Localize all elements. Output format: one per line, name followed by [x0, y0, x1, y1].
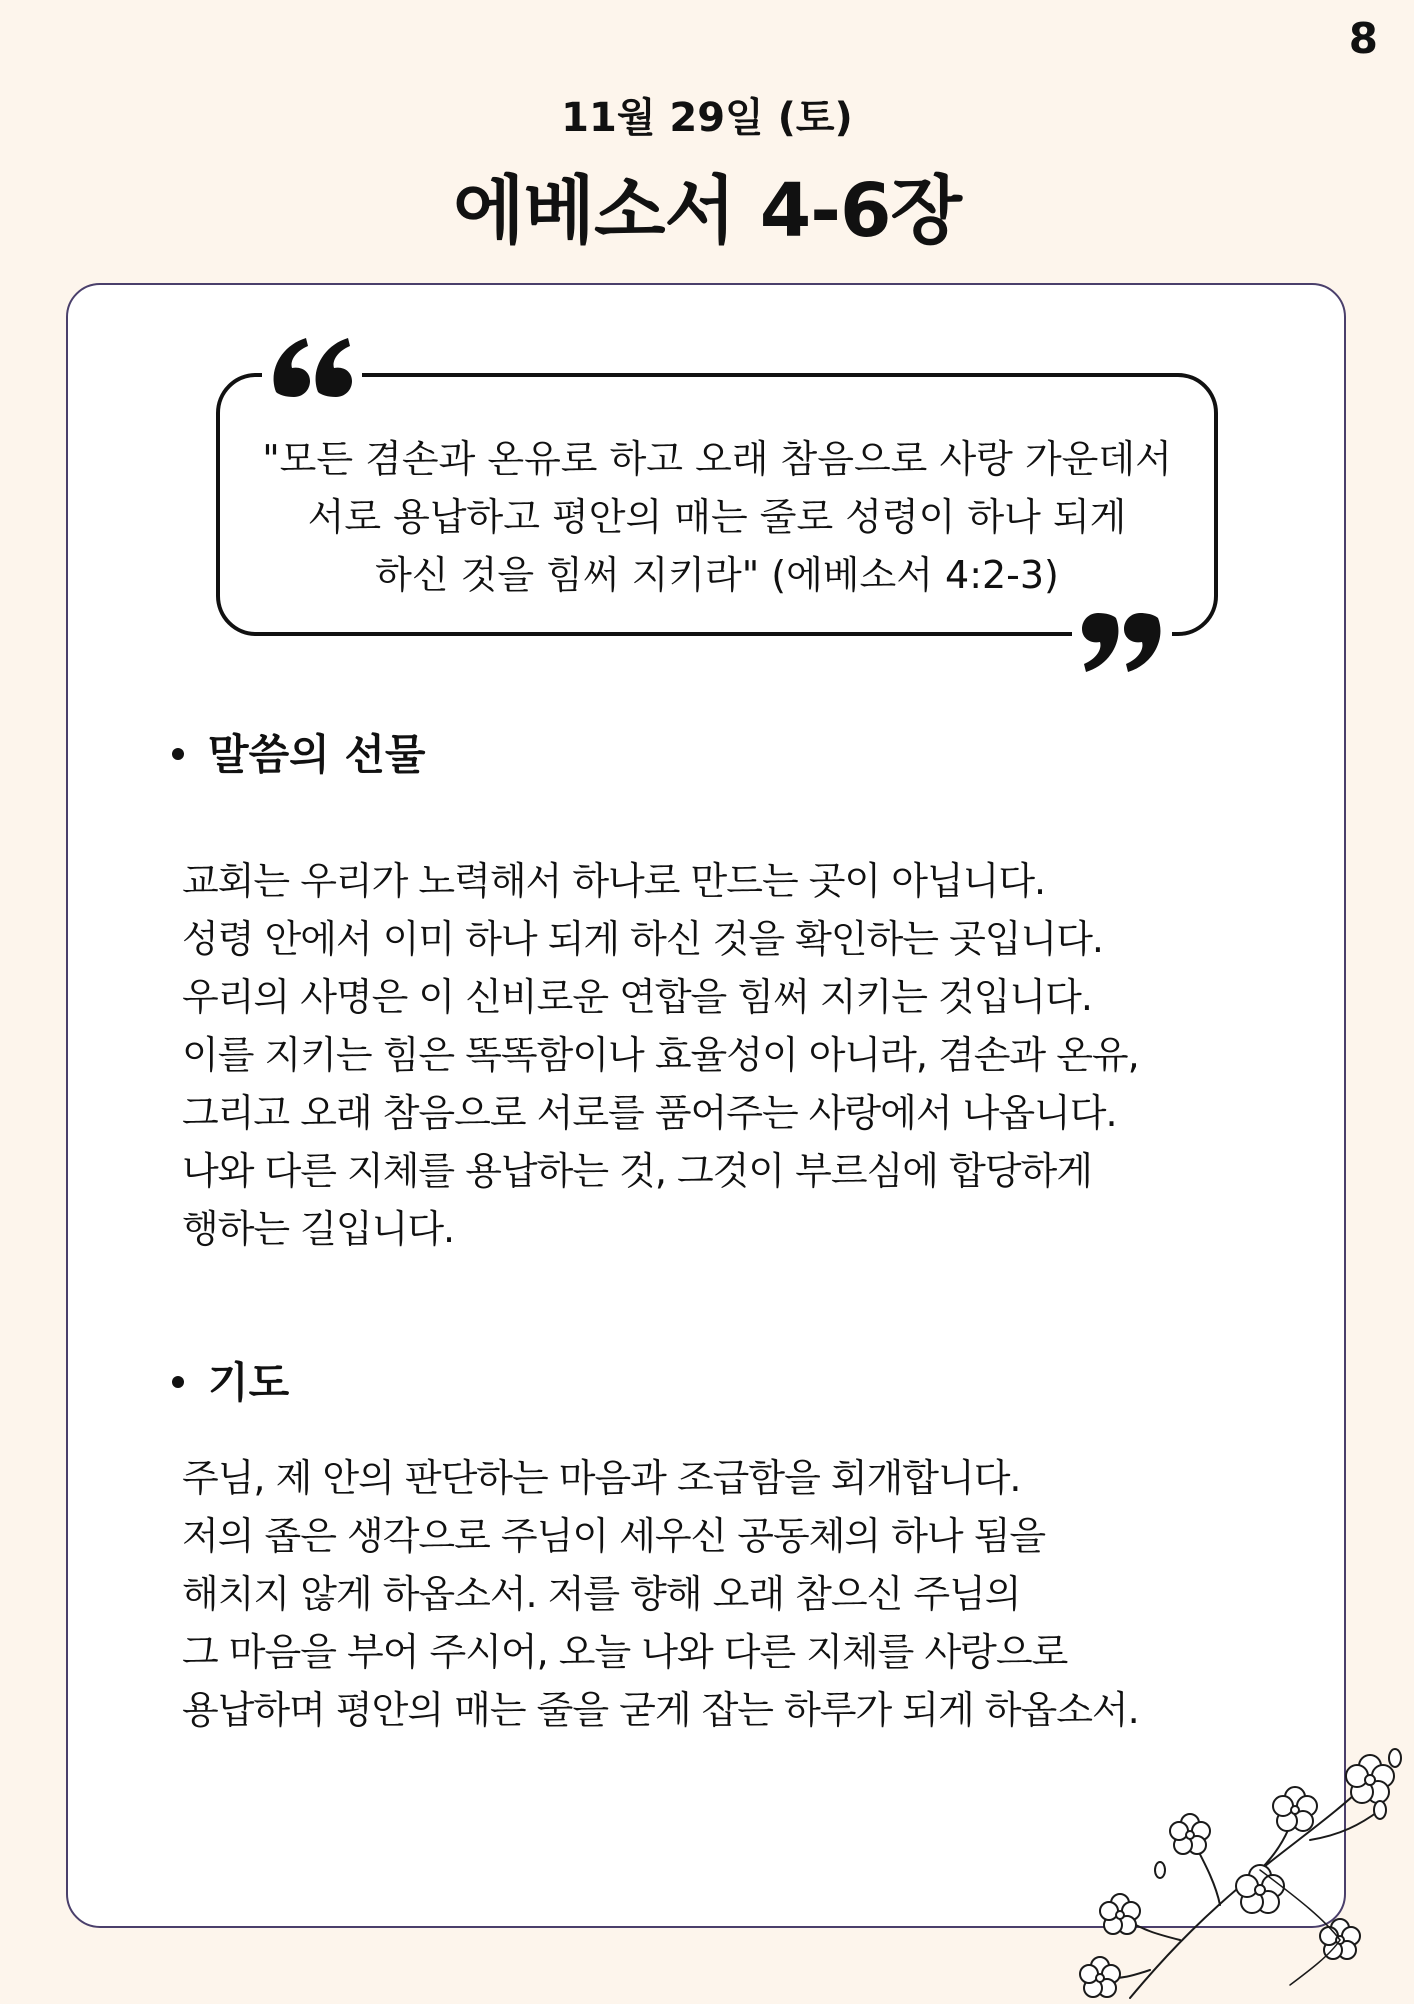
close-quote-icon [1072, 590, 1172, 690]
section-heading-label: 기도 [208, 1358, 290, 1407]
quote-line: 서로 용납하고 평안의 매는 줄로 성령이 하나 되게 [307, 495, 1127, 539]
section-heading-label: 말씀의 선물 [208, 730, 426, 779]
body-line: 주님, 제 안의 판단하는 마음과 조급함을 회개합니다. [182, 1456, 1021, 1500]
body-line: 해치지 않게 하옵소서. 저를 향해 오래 참으신 주님의 [182, 1572, 1021, 1616]
body-line: 우리의 사명은 이 신비로운 연합을 힘써 지키는 것입니다. [182, 975, 1092, 1019]
body-line: 그리고 오래 참음으로 서로를 품어주는 사랑에서 나옵니다. [182, 1091, 1117, 1135]
page-title: 에베소서 4-6장 [453, 168, 961, 254]
section-heading-prayer [172, 1350, 289, 1410]
body-line: 저의 좁은 생각으로 주님이 세우신 공동체의 하나 됨을 [182, 1514, 1046, 1558]
bullet-icon [172, 748, 184, 760]
cherry-blossom-branch-icon [1040, 1740, 1414, 2000]
section-heading-word-gift [172, 722, 425, 782]
body-line: 그 마음을 부어 주시어, 오늘 나와 다른 지체를 사랑으로 [182, 1630, 1068, 1674]
body-line: 교회는 우리가 노력해서 하나로 만드는 곳이 아닙니다. [182, 859, 1046, 903]
prayer-body [182, 1449, 1262, 1739]
bullet-icon [172, 1376, 184, 1388]
quote-line: "모든 겸손과 온유로 하고 오래 참음으로 사랑 가운데서 [262, 437, 1172, 481]
body-line: 이를 지키는 힘은 똑똑함이나 효율성이 아니라, 겸손과 온유, [182, 1033, 1139, 1077]
body-line: 행하는 길입니다. [182, 1207, 455, 1251]
word-gift-body [182, 852, 1262, 1258]
scripture-quote [216, 430, 1218, 604]
body-line: 용납하며 평안의 매는 줄을 굳게 잡는 하루가 되게 하옵소서. [182, 1688, 1139, 1732]
page-number: 8 [1348, 14, 1378, 63]
body-line: 성령 안에서 이미 하나 되게 하신 것을 확인하는 곳입니다. [182, 917, 1103, 961]
quote-line: 하신 것을 힘써 지키라" (에베소서 4:2-3) [375, 553, 1059, 597]
open-quote-icon [262, 320, 362, 420]
body-line: 나와 다른 지체를 용납하는 것, 그것이 부르심에 합당하게 [182, 1149, 1092, 1193]
reading-date: 11월 29일 (토) [561, 95, 853, 141]
